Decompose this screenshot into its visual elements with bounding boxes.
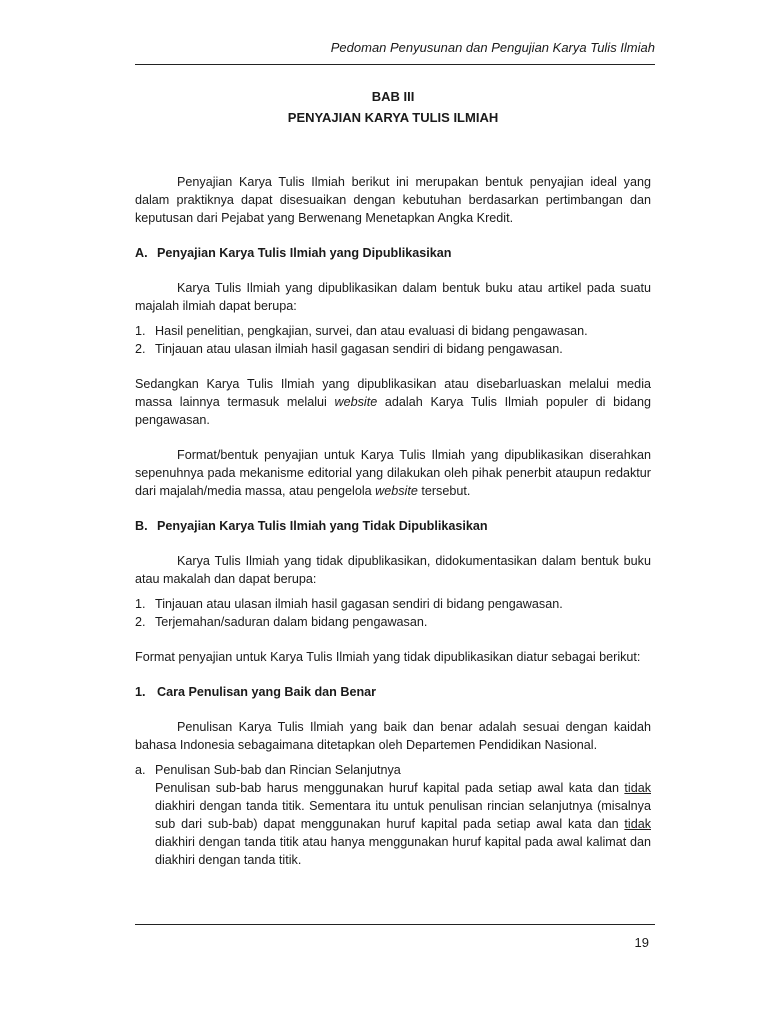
subsection-1-heading — [135, 683, 651, 701]
page-body — [135, 88, 651, 869]
section-b-para2: Format penyajian untuk Karya Tulis Ilmiah yang tidak dipublikasikan diatur sebagai berikut: — [135, 650, 641, 664]
section-a-title: Penyajian Karya Tulis Ilmiah yang Dipublikasikan — [157, 246, 452, 260]
page-number: 19 — [634, 935, 649, 950]
list-text: Terjemahan/saduran dalam bidang pengawasan. — [155, 615, 428, 629]
list-number: 2. — [135, 342, 146, 356]
item-a-title: Penulisan Sub-bab dan Rincian Selanjutnya — [155, 763, 401, 777]
list-letter: a. — [135, 763, 146, 777]
para-text: Format/bentuk penyajian untuk Karya Tulis Ilmiah yang dipublikasikan diserahkan sepenuhnya pada mekanisme editorial yang dilakukan oleh pihak penerbit ataupun redaktur dari majalah/media massa, atau pengelola — [135, 448, 651, 498]
para-text: Sedangkan Karya Tulis Ilmiah yang dipublikasikan atau disebarluaskan melalui media massa lainnya termasuk melalui — [135, 377, 651, 409]
section-a-para2 — [135, 375, 651, 429]
list-item-a — [135, 761, 651, 869]
list-text: Tinjauan atau ulasan ilmiah hasil gagasan sendiri di bidang pengawasan. — [155, 597, 563, 611]
para-emphasis: website — [334, 395, 378, 409]
section-b-heading — [135, 517, 651, 535]
list-number: 1. — [135, 597, 146, 611]
underlined-word: tidak — [624, 817, 651, 831]
intro-paragraph: Penyajian Karya Tulis Ilmiah berikut ini merupakan bentuk penyajian ideal yang dalam praktiknya dapat disesuaikan dengan kebutuhan berdasarkan pertimbangan dan keputusan dari Pejabat yang Berwenang Menetapkan Angka Kredit. — [135, 175, 651, 225]
para-emphasis: website — [375, 484, 418, 498]
subsection-1-title: Cara Penulisan yang Baik dan Benar — [157, 685, 377, 699]
list-item — [135, 613, 651, 631]
para-text: adalah Karya Tulis Ilmiah populer di bidang pengawasan. — [135, 395, 651, 427]
list-item — [135, 340, 651, 358]
section-a-para1: Karya Tulis Ilmiah yang dipublikasikan dalam bentuk buku atau artikel pada suatu majalah ilmiah dapat berupa: — [135, 281, 651, 313]
section-a-list — [135, 322, 651, 358]
section-b-letter: B. — [135, 519, 148, 533]
list-item — [135, 322, 651, 340]
section-a-para3 — [135, 446, 651, 500]
subsection-1-para1: Penulisan Karya Tulis Ilmiah yang baik dan benar adalah sesuai dengan kaidah bahasa Indonesia sebagaimana ditetapkan oleh Departemen Pendidikan Nasional. — [135, 720, 651, 752]
para-text: diakhiri dengan tanda titik. Sementara itu untuk penulisan rincian selanjutnya (misalnya sub dari sub-bab) dapat menggunakan huruf kapital pada setiap awal kata dan — [155, 799, 651, 831]
chapter-title: PENYAJIAN KARYA TULIS ILMIAH — [287, 110, 499, 125]
para-text: tersebut. — [417, 484, 471, 498]
section-a-letter: A. — [135, 246, 148, 260]
item-a-text — [155, 779, 651, 869]
section-b-list — [135, 595, 651, 631]
list-item — [135, 595, 651, 613]
subsection-1-number: 1. — [135, 685, 146, 699]
list-number: 1. — [135, 324, 146, 338]
list-text: Hasil penelitian, pengkajian, survei, dan atau evaluasi di bidang pengawasan. — [155, 324, 588, 338]
chapter-number: BAB III — [371, 89, 415, 104]
para-text: diakhiri dengan tanda titik atau hanya menggunakan huruf kapital pada awal kalimat dan diakhiri dengan tanda titik. — [155, 835, 651, 867]
list-text: Tinjauan atau ulasan ilmiah hasil gagasan sendiri di bidang pengawasan. — [155, 342, 563, 356]
header-rule — [135, 64, 655, 65]
section-a-heading — [135, 244, 651, 262]
para-text: Penulisan sub-bab harus menggunakan huruf kapital pada setiap awal kata dan — [155, 781, 625, 795]
footer-rule — [135, 924, 655, 925]
list-number: 2. — [135, 615, 146, 629]
section-b-title: Penyajian Karya Tulis Ilmiah yang Tidak Dipublikasikan — [157, 519, 488, 533]
section-b-para1: Karya Tulis Ilmiah yang tidak dipublikasikan, didokumentasikan dalam bentuk buku atau makalah dan dapat berupa: — [135, 554, 651, 586]
underlined-word: tidak — [624, 781, 651, 795]
running-header: Pedoman Penyusunan dan Pengujian Karya Tulis Ilmiah — [330, 40, 655, 55]
